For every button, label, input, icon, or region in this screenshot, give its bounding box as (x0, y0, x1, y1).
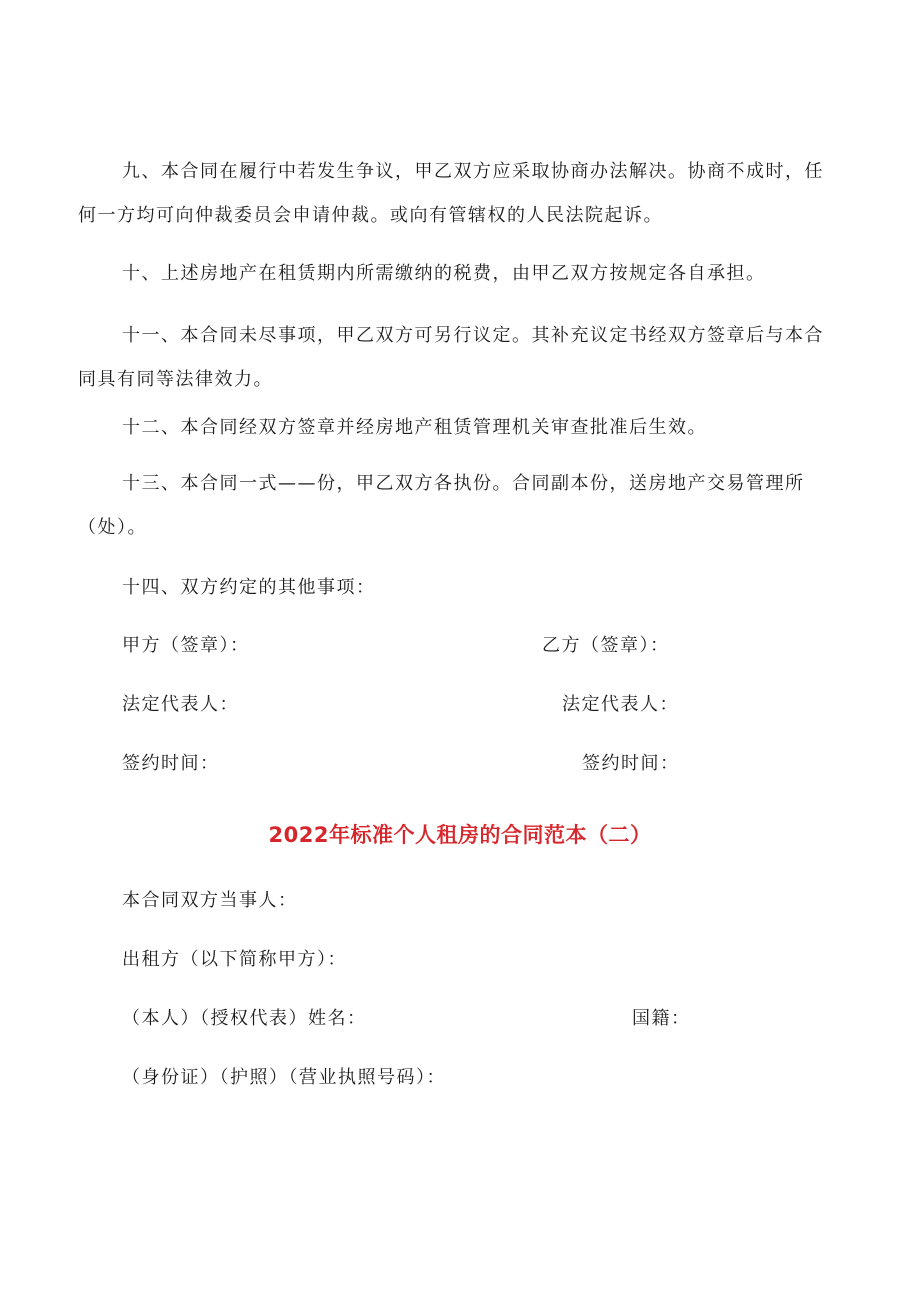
parties-intro: 本合同双方当事人： (122, 890, 298, 911)
party-a-representative-label: 法定代表人： (122, 694, 239, 715)
nationality-label: 国籍： (632, 1008, 691, 1029)
party-b-representative-label: 法定代表人： (562, 694, 679, 715)
party-a-date-label: 签约时间： (122, 753, 220, 774)
id-document-label: （身份证）（护照）（营业执照号码）： (122, 1067, 446, 1088)
clause-9: 九、本合同在履行中若发生争议，甲乙双方应采取协商办法解决。协商不成时，任何一方均可向仲裁委员会申请仲裁。或向有管辖权的人民法院起诉。 (78, 161, 824, 226)
clause-12: 十二、本合同经双方签章并经房地产租赁管理机关审查批准后生效。 (122, 417, 707, 438)
clause-11: 十一、本合同未尽事项，甲乙双方可另行议定。其补充议定书经双方签章后与本合同具有同等法律效力。 (78, 325, 824, 390)
clause-14: 十四、双方约定的其他事项： (122, 577, 376, 598)
clause-13: 十三、本合同一式——份，甲乙双方各执份。合同副本份，送房地产交易管理所（处）。 (78, 473, 805, 538)
lessor-label: 出租方（以下简称甲方）： (122, 949, 347, 970)
name-label: （本人）（授权代表）姓名： (122, 1008, 367, 1029)
party-b-date-label: 签约时间： (582, 753, 680, 774)
party-b-signature-label: 乙方（签章）： (542, 635, 670, 656)
clause-10: 十、上述房地产在租赁期内所需缴纳的税费，由甲乙双方按规定各自承担。 (122, 263, 766, 284)
section-title: 2022年标准个人租房的合同范本（二） (268, 823, 652, 847)
party-a-signature-label: 甲方（签章）： (122, 635, 250, 656)
